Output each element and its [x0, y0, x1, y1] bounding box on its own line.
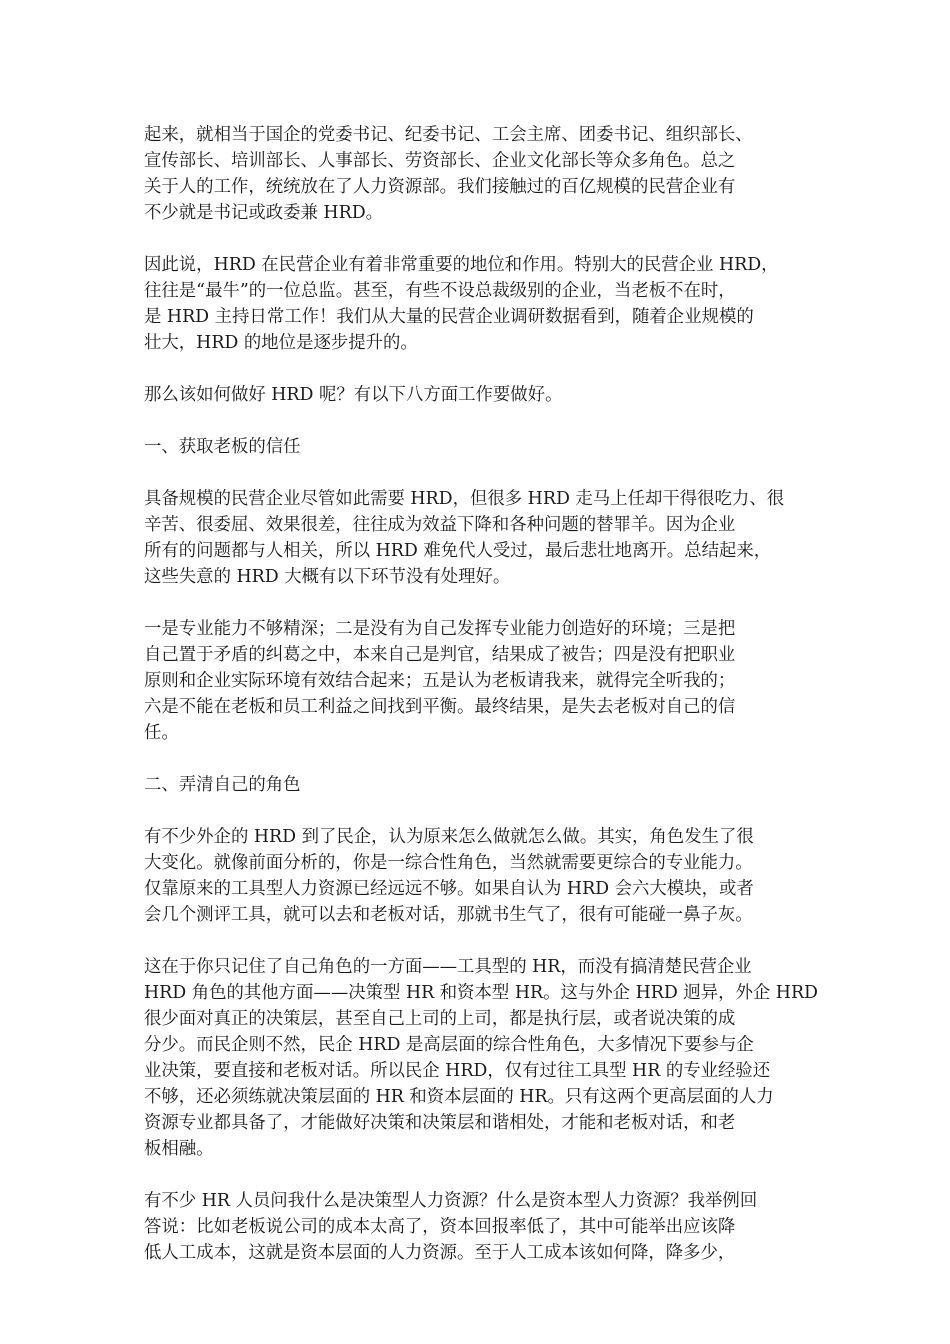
text-line: 仅靠原来的工具型人力资源已经远远不够。如果自认为 HRD 会六大模块，或者	[144, 879, 754, 899]
paragraph-foreign-hrd	[144, 824, 816, 928]
text-line: 很少面对真正的决策层，甚至自己上司的上司，都是执行层，或者说决策的成	[144, 1009, 736, 1029]
text-line: 原则和企业实际环境有效结合起来；五是认为老板请我来，就得完全听我的；	[144, 671, 736, 691]
text-line: 壮大，HRD 的地位是逐步提升的。	[144, 333, 418, 353]
text-line: 大变化。就像前面分析的，你是一综合性角色，当然就需要更综合的专业能力。	[144, 853, 753, 873]
section-heading-clarify-role	[144, 772, 816, 798]
text-line: 关于人的工作，统统放在了人力资源部。我们接触过的百亿规模的民营企业有	[144, 177, 736, 197]
text-line: 资源专业都具备了，才能做好决策和决策层和谐相处，才能和老板对话，和老	[144, 1113, 736, 1133]
text-line: 自己置于矛盾的纠葛之中，本来自己是判官，结果成了被告；四是没有把职业	[144, 645, 736, 665]
text-line: 会几个测评工具，就可以去和老板对话，那就书生气了，很有可能碰一鼻子灰。	[144, 905, 753, 925]
text-line: 有不少 HR 人员问我什么是决策型人力资源？什么是资本型人力资源？我举例回	[144, 1191, 758, 1211]
text-line: 宣传部长、培训部长、人事部长、劳资部长、企业文化部长等众多角色。总之	[144, 151, 736, 171]
paragraph-role-types	[144, 954, 816, 1162]
paragraph-hr-questions	[144, 1188, 816, 1266]
text-line: 不够，还必须练就决策层面的 HR 和资本层面的 HR。只有这两个更高层面的人力	[144, 1087, 774, 1107]
text-line: 这些失意的 HRD 大概有以下环节没有处理好。	[144, 567, 511, 587]
paragraph-intro-eight-aspects	[144, 382, 816, 408]
text-line: 所有的问题都与人相关，所以 HRD 难免代人受过，最后悲壮地离开。总结起来，	[144, 541, 772, 561]
section-heading-gain-trust	[144, 434, 816, 460]
text-line: 一是专业能力不够精深；二是没有为自己发挥专业能力创造好的环境；三是把	[144, 619, 736, 639]
text-line: 任。	[144, 723, 179, 743]
paragraph-hrd-difficulties	[144, 486, 816, 590]
paragraph-six-failures	[144, 616, 816, 746]
text-line: 低人工成本，这就是资本层面的人力资源。至于人工成本该如何降，降多少，	[144, 1243, 736, 1263]
text-line: 那么该如何做好 HRD 呢？有以下八方面工作要做好。	[144, 385, 563, 405]
text-line: 分少。而民企则不然，民企 HRD 是高层面的综合性角色，大多情况下要参与企	[144, 1035, 754, 1055]
text-line: 具备规模的民营企业尽管如此需要 HRD，但很多 HRD 走马上任却干得很吃力、很	[144, 489, 785, 509]
paragraph-roles	[144, 122, 816, 226]
text-line: 不少就是书记或政委兼 HRD。	[144, 203, 384, 223]
paragraph-hrd-importance	[144, 252, 816, 356]
text-line: 往往是“最牛”的一位总监。甚至，有些不设总裁级别的企业，当老板不在时，	[144, 281, 736, 301]
text-line: 是 HRD 主持日常工作！我们从大量的民营企业调研数据看到，随着企业规模的	[144, 307, 754, 327]
text-line: 辛苦、很委屈、效果很差，往往成为效益下降和各种问题的替罪羊。因为企业	[144, 515, 736, 535]
text-line: 答说：比如老板说公司的成本太高了，资本回报率低了，其中可能举出应该降	[144, 1217, 736, 1237]
text-line: 板相融。	[144, 1139, 214, 1159]
text-line: 有不少外企的 HRD 到了民企，认为原来怎么做就怎么做。其实，角色发生了很	[144, 827, 754, 847]
text-line: 六是不能在老板和员工利益之间找到平衡。最终结果，是失去老板对自己的信	[144, 697, 736, 717]
heading-text: 一、获取老板的信任	[144, 437, 301, 457]
text-line: 起来，就相当于国企的党委书记、纪委书记、工会主席、团委书记、组织部长、	[144, 125, 753, 145]
text-line: 业决策，要直接和老板对话。所以民企 HRD，仅有过往工具型 HR 的专业经验还	[144, 1061, 771, 1081]
heading-text: 二、弄清自己的角色	[144, 775, 301, 795]
text-line: HRD 角色的其他方面——决策型 HR 和资本型 HR。这与外企 HRD 迥异，外企 HRD	[144, 983, 818, 1003]
text-line: 这在于你只记住了自己角色的一方面——工具型的 HR，而没有搞清楚民营企业	[144, 957, 752, 977]
text-line: 因此说，HRD 在民营企业有着非常重要的地位和作用。特别大的民营企业 HRD，	[144, 255, 779, 275]
document-page	[144, 122, 816, 1292]
